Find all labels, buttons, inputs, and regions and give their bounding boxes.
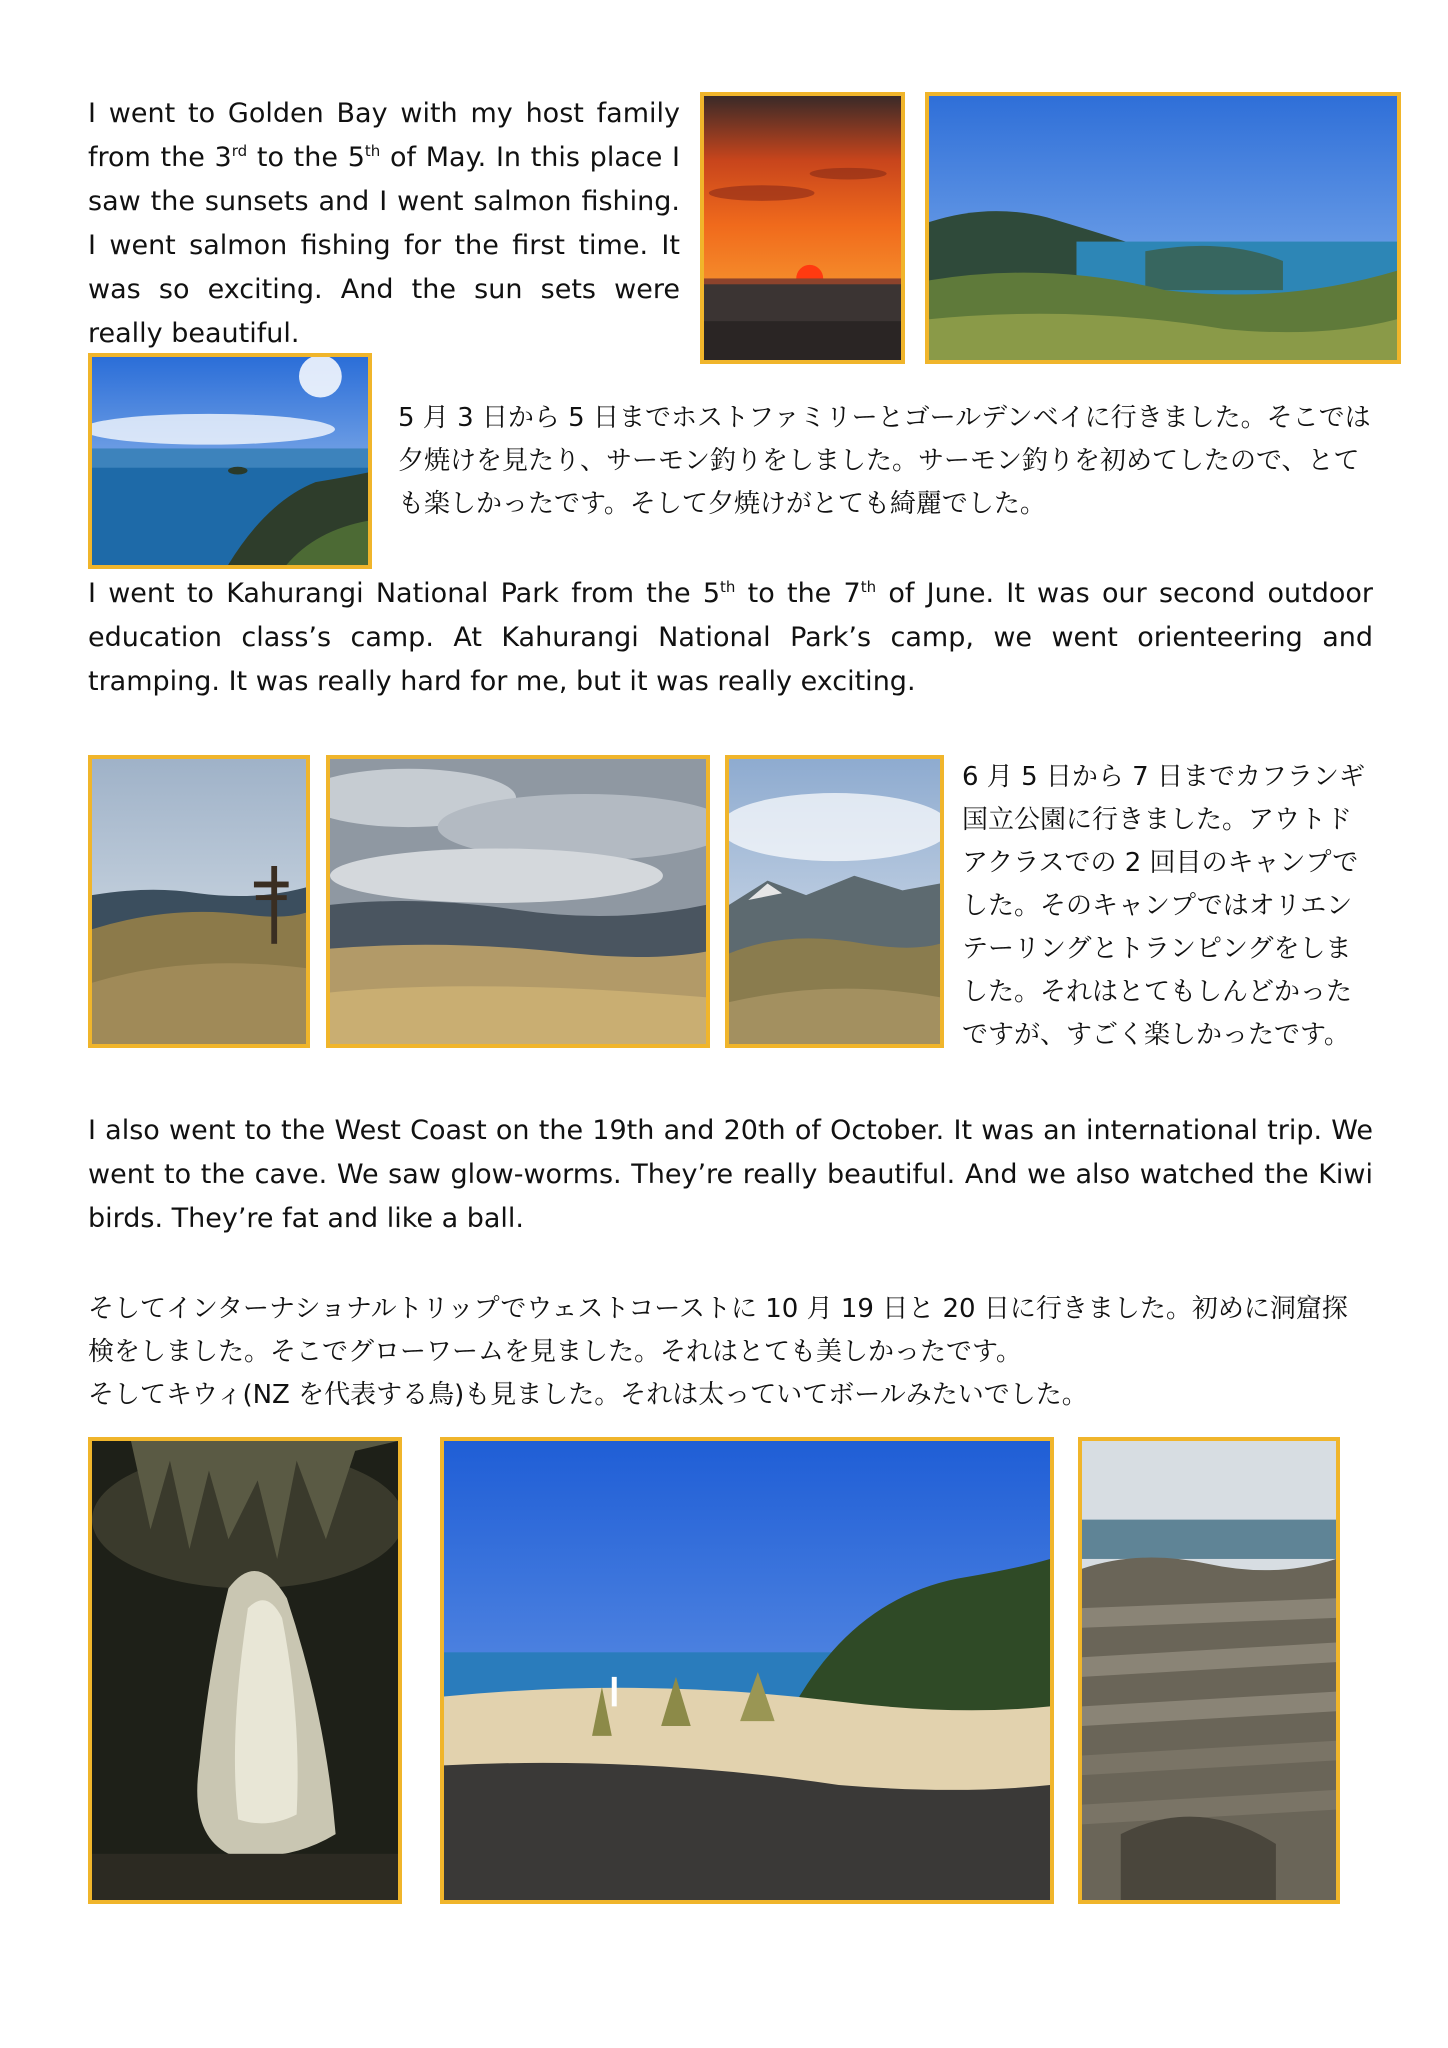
- coastal-view-photo: [88, 353, 372, 569]
- cloudy-valley-photo: [326, 755, 710, 1048]
- beach-photo: [440, 1437, 1054, 1904]
- mountain-signpost-photo: [88, 755, 310, 1048]
- sunset-photo: [700, 92, 905, 364]
- pancake-rocks-photo: [1078, 1437, 1340, 1904]
- kahurangi-japanese-text: 6 月 5 日から 7 日までカフランギ国立公園に行きました。アウトドアクラスでの 2 回目のキャンプでした。そのキャンプではオリエンテーリングとトランピングをしました。それはとてもしんどかったですが、すごく楽しかったです。: [962, 762, 1365, 1050]
- kahurangi-english-text: I went to Kahurangi National Park from the 5th to the 7th of June. It was our second outdoor education class’s camp. At Kahurangi National Park’s camp, we went orienteering and tramping. It was really hard for me, but it was really exciting.: [88, 578, 1374, 697]
- west-coast-japanese-line-2: そしてキウィ(NZ を代表する鳥)も見ました。それは太っていてボールみたいでした。: [88, 1380, 1088, 1410]
- golden-bay-english-text: I went to Golden Bay with my host family from the 3rd to the 5th of May. In this place I saw the sunsets and I went salmon fishing. I went salmon fishing for the first time. It was so exciting. And the sun sets were really beautiful.: [88, 98, 680, 349]
- glow-worm-cave-photo: [88, 1437, 402, 1904]
- west-coast-japanese-text: [88, 1288, 1373, 1417]
- west-coast-english-text: I also went to the West Coast on the 19th and 20th of October. It was an international trip. We went to the cave. We saw glow-worms. They’re really beautiful. And we also watched the Kiwi birds. They’re fat and like a ball.: [88, 1115, 1373, 1234]
- alpine-ridge-photo: [725, 755, 944, 1048]
- bay-landscape-photo: [925, 92, 1401, 364]
- golden-bay-japanese-text: 5 月 3 日から 5 日までホストファミリーとゴールデンベイに行きました。そこでは夕焼けを見たり、サーモン釣りをしました。サーモン釣りを初めてしたので、とても楽しかったです。そして夕焼けがとても綺麗でした。: [398, 403, 1371, 519]
- west-coast-japanese-line-1: そしてインターナショナルトリップでウェストコーストに 10 月 19 日と 20 日に行きました。初めに洞窟探検をしました。そこでグローワームを見ました。それはとても美しかったです。: [88, 1294, 1348, 1367]
